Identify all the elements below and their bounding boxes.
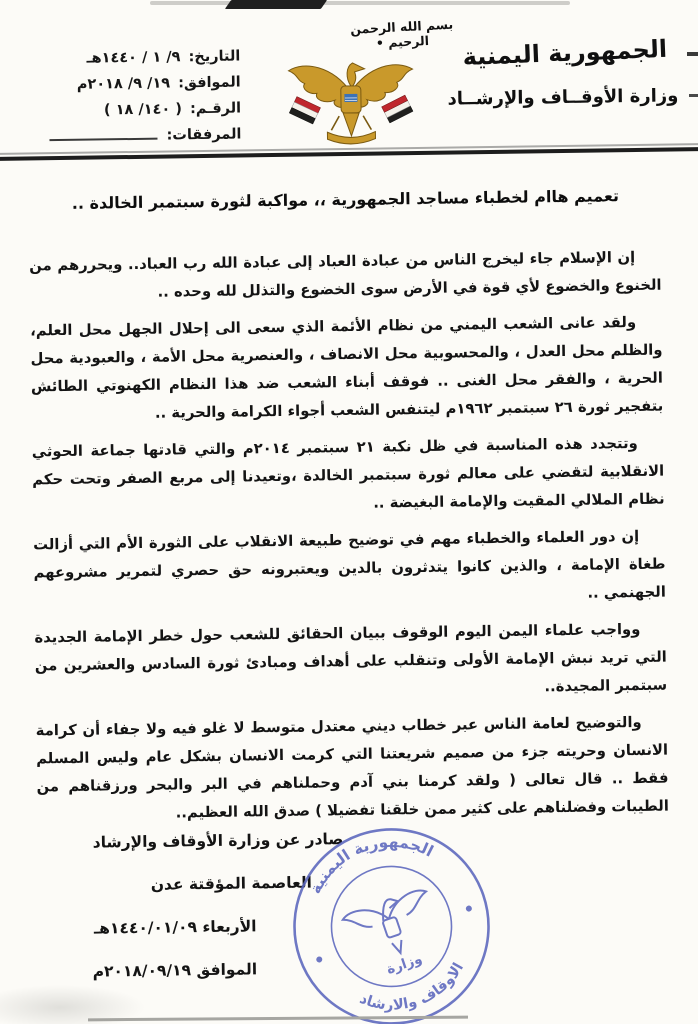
paragraph: إن دور العلماء والخطباء مهم في توضيح طبيعة الانقلاب على الثورة الأم التي أزالت طغاة الإمامة ، والذين كانوا يتدثرون بالدين ويعتبرونه حق حصري لتمرير مشروعهم الجهنمي .. (33, 527, 666, 602)
ref-number-row (23, 95, 241, 124)
republic-name: الجمهورية اليمنية (462, 34, 668, 72)
left-flag-icon (289, 97, 320, 124)
paragraph: والتوضيح لعامة الناس عبر خطاب ديني معتدل متوسط لا غلو فيه ولا جفاء أن كرامة الانسان وحريته جزء من صميم شريعتنا التي كرمت الانسان بشكل عام وليس المسلم فقط .. قال تعالى ( ولقد كرمنا بني آدم وحملناهم في البر والبحر ورزقناهم من الطيبات وفضلناهم على كثير ممن خلقنا تفضيلا ) صدق الله العظيم.. (35, 713, 669, 822)
scan-artifact-top-smear (150, 1, 570, 5)
paragraph: وتتجدد هذه المناسبة في ظل نكبة ٢١ سبتمبر ٢٠١٤م والتي قادتها جماعة الحوثي الانقلابية لتقضي على معالم ثورة سبتمبر الخالدة ،وتعيدنا إلى مربع الصفر وتحت حكم نظام الملالي المقيت والإمامة البغيضة .. (31, 434, 665, 512)
document-body (29, 244, 669, 839)
ref-number-value: ( ١٤٠/ ١٨ ) (103, 101, 183, 119)
right-flag-icon (382, 95, 413, 123)
header-fields (22, 43, 241, 150)
scan-artifact-right-mark (689, 94, 698, 97)
footer-date-gregorian: الموافق ٢٠١٨/٠٩/١٩م (92, 960, 258, 981)
yemen-eagle-emblem-icon (280, 49, 421, 151)
date-gregorian-label: الموافق: (178, 74, 241, 92)
bismillah-calligraphy: بسم الله الرحمن الرحيم • (349, 16, 454, 51)
date-hijri-label: التاريخ: (188, 48, 241, 66)
ref-number-label: الرقـم: (189, 100, 242, 118)
stamp-eagle-icon (341, 887, 442, 967)
paragraph: وواجب علماء اليمن اليوم الوقوف ببيان الحقائق للشعب حول خطر الإمامة الجديدة التي تريد نبش الإمامة الأولى وتنقلب على أهداف ومبادئ ثورة السادس والعشرين من سبتمبر المجيدة.. (34, 620, 668, 696)
scan-artifact-corner-smudge (0, 985, 145, 1024)
stamp-center-text: وزارة (384, 950, 425, 978)
issued-by: صادر عن وزارة الأوقاف والإرشاد (92, 830, 344, 852)
scan-artifact-right-mark (687, 52, 698, 56)
footer-date-hijri: الأربعاء ١٤٤٠/٠١/٠٩هـ (93, 917, 257, 938)
attachments-row (23, 121, 241, 150)
eagle-tail (343, 113, 359, 136)
stamp-top-text: الجمهورية اليمنية (306, 832, 437, 897)
date-hijri-value: ٩/ ١ / ١٤٤٠هـ (86, 49, 181, 67)
capital-line: العاصمة المؤقتة عدن (150, 873, 313, 894)
date-hijri-row (22, 43, 240, 72)
stamp-right-dot (465, 905, 473, 913)
scan-artifact-top-bar (225, 0, 327, 9)
stamp-bottom-text: الاوقاف والارشاد (357, 960, 468, 1014)
date-gregorian-row (23, 69, 241, 98)
attachments-label: المرفقات: (166, 126, 242, 144)
attachments-blank-line (49, 126, 157, 142)
stamp-left-dot (315, 956, 323, 964)
paragraph: ولقد عانى الشعب اليمني من نظام الأئمة الذي سعى الى إحلال الجهل محل العلم، والظلم محل العدل ، والمحسوبية محل الانصاف ، والعنصرية محل الأمة ، والعبودية محل الحرية ، والفقر محل الغنى .. فوقف أبناء الشعب ضد هذا النظام الكهنوتي الطائش بتفجير ثورة ٢٦ سبتمبر ١٩٦٢م ليتنفس الشعب أجواء الكرامة والحرية .. (30, 313, 664, 422)
document-title: تعميم هاام لخطباء مساجد الجمهورية ،، مواكبة لثورة سبتمبر الخالدة .. (71, 186, 620, 213)
ministry-name: وزارة الأوقــاف والإرشــاد (447, 85, 679, 110)
date-gregorian-value: ١٩/ ٩/ ٢٠١٨م (76, 75, 171, 93)
paragraph: إن الإسلام جاء ليخرج الناس من عبادة العباد إلى عبادة الله رب العباد.. ويحررهم من الخنوع والخضوع لأي قوة في الأرض سوى الخضوع والتذلل لله وحده .. (29, 248, 662, 301)
